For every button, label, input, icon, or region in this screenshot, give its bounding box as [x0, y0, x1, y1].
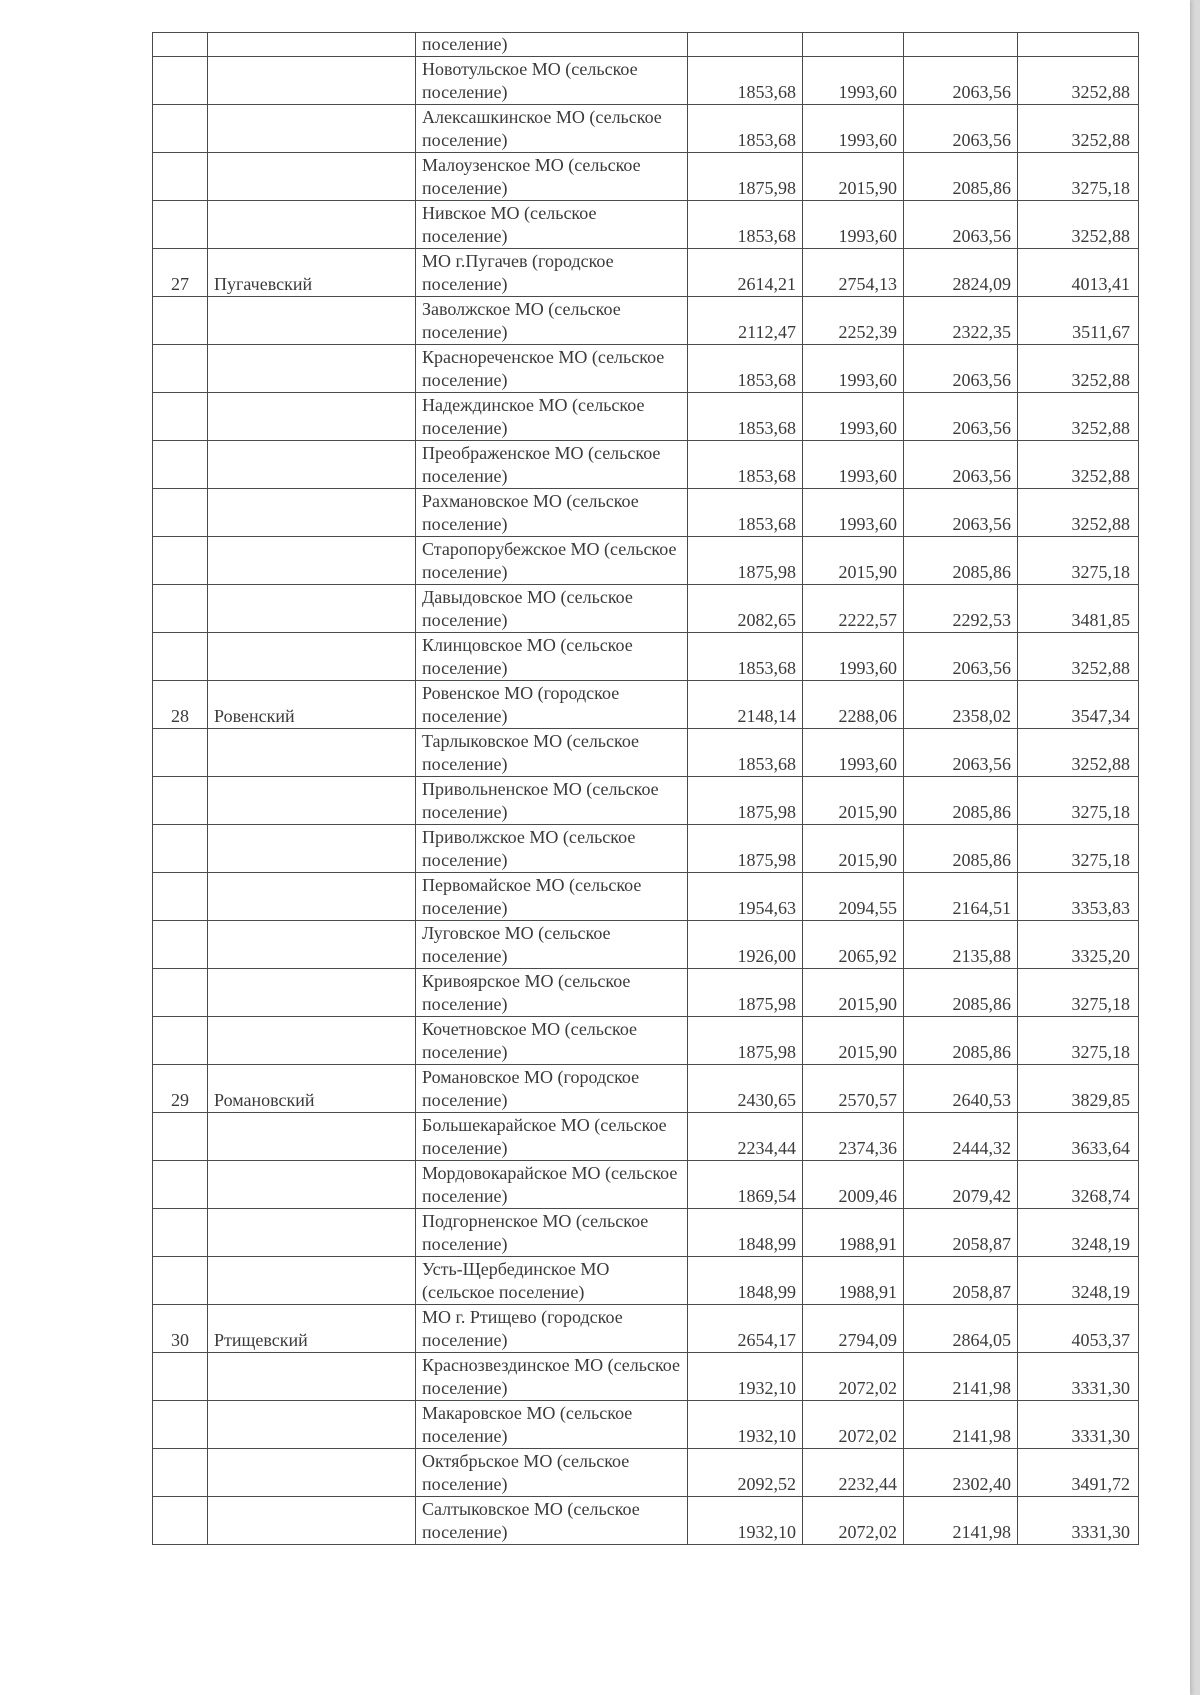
value-col-1: 1853,68 — [688, 393, 803, 441]
municipality-name: Романовское МО (городское поселение) — [416, 1065, 688, 1113]
value-col-4: 3252,88 — [1018, 57, 1139, 105]
value-col-4: 3481,85 — [1018, 585, 1139, 633]
municipality-name: Тарлыковское МО (сельское поселение) — [416, 729, 688, 777]
municipality-name: Краснозвездинское МО (сельское поселение) — [416, 1353, 688, 1401]
value-col-4: 3248,19 — [1018, 1257, 1139, 1305]
value-col-2: 2794,09 — [803, 1305, 904, 1353]
value-col-2: 1988,91 — [803, 1257, 904, 1305]
row-number — [153, 633, 208, 681]
municipality-name: Надеждинское МО (сельское поселение) — [416, 393, 688, 441]
value-col-2: 2232,44 — [803, 1449, 904, 1497]
value-col-3: 2322,35 — [904, 297, 1018, 345]
value-col-3: 2085,86 — [904, 153, 1018, 201]
district-name — [208, 153, 416, 201]
value-col-1: 2148,14 — [688, 681, 803, 729]
table-row — [153, 345, 1139, 393]
row-number — [153, 33, 208, 57]
value-col-1: 2654,17 — [688, 1305, 803, 1353]
row-number — [153, 537, 208, 585]
value-col-3: 2058,87 — [904, 1209, 1018, 1257]
row-number — [153, 1497, 208, 1545]
value-col-3: 2141,98 — [904, 1497, 1018, 1545]
value-col-1: 1954,63 — [688, 873, 803, 921]
row-number — [153, 873, 208, 921]
value-col-1: 1932,10 — [688, 1497, 803, 1545]
value-col-2: 2009,46 — [803, 1161, 904, 1209]
table-row — [153, 1209, 1139, 1257]
value-col-3: 2085,86 — [904, 777, 1018, 825]
district-name: Ровенский — [208, 681, 416, 729]
table-row — [153, 201, 1139, 249]
value-col-4: 3331,30 — [1018, 1401, 1139, 1449]
value-col-1: 1875,98 — [688, 153, 803, 201]
value-col-1: 1869,54 — [688, 1161, 803, 1209]
value-col-4: 3252,88 — [1018, 393, 1139, 441]
value-col-3: 2058,87 — [904, 1257, 1018, 1305]
value-col-3 — [904, 33, 1018, 57]
value-col-2: 2252,39 — [803, 297, 904, 345]
value-col-2: 1993,60 — [803, 729, 904, 777]
municipality-name: Рахмановское МО (сельское поселение) — [416, 489, 688, 537]
table-row — [153, 1305, 1139, 1353]
district-name — [208, 537, 416, 585]
table-row — [153, 57, 1139, 105]
municipality-name: Большекарайское МО (сельское поселение) — [416, 1113, 688, 1161]
municipality-name: Приволжское МО (сельское поселение) — [416, 825, 688, 873]
municipality-name: Луговское МО (сельское поселение) — [416, 921, 688, 969]
value-col-1: 1853,68 — [688, 57, 803, 105]
district-name — [208, 345, 416, 393]
municipality-name: Ровенское МО (городское поселение) — [416, 681, 688, 729]
district-name — [208, 489, 416, 537]
row-number — [153, 1209, 208, 1257]
district-name — [208, 297, 416, 345]
row-number — [153, 345, 208, 393]
value-col-3: 2085,86 — [904, 1017, 1018, 1065]
district-name — [208, 969, 416, 1017]
value-col-1: 1932,10 — [688, 1401, 803, 1449]
value-col-4: 3268,74 — [1018, 1161, 1139, 1209]
value-col-3: 2085,86 — [904, 825, 1018, 873]
table-row — [153, 1113, 1139, 1161]
value-col-3: 2085,86 — [904, 969, 1018, 1017]
value-col-3: 2824,09 — [904, 249, 1018, 297]
municipality-name: Макаровское МО (сельское поселение) — [416, 1401, 688, 1449]
municipality-name: Заволжское МО (сельское поселение) — [416, 297, 688, 345]
value-col-3: 2358,02 — [904, 681, 1018, 729]
value-col-3: 2063,56 — [904, 489, 1018, 537]
district-name: Ртищевский — [208, 1305, 416, 1353]
row-number: 27 — [153, 249, 208, 297]
district-name — [208, 1161, 416, 1209]
row-number — [153, 201, 208, 249]
district-name — [208, 729, 416, 777]
row-number — [153, 921, 208, 969]
value-col-3: 2444,32 — [904, 1113, 1018, 1161]
row-number — [153, 585, 208, 633]
value-col-2: 1993,60 — [803, 105, 904, 153]
district-name — [208, 33, 416, 57]
value-col-4: 3252,88 — [1018, 201, 1139, 249]
value-col-2: 2015,90 — [803, 777, 904, 825]
row-number — [153, 489, 208, 537]
value-col-3: 2864,05 — [904, 1305, 1018, 1353]
value-col-3: 2063,56 — [904, 105, 1018, 153]
municipality-name: Кочетновское МО (сельское поселение) — [416, 1017, 688, 1065]
row-number — [153, 153, 208, 201]
municipality-name: Мордовокарайское МО (сельское поселение) — [416, 1161, 688, 1209]
municipality-name: Подгорненское МО (сельское поселение) — [416, 1209, 688, 1257]
row-number — [153, 1401, 208, 1449]
district-name — [208, 585, 416, 633]
table-row — [153, 249, 1139, 297]
row-number — [153, 777, 208, 825]
row-number — [153, 1113, 208, 1161]
row-number — [153, 969, 208, 1017]
value-col-4: 3248,19 — [1018, 1209, 1139, 1257]
value-col-3: 2141,98 — [904, 1401, 1018, 1449]
value-col-2: 1993,60 — [803, 489, 904, 537]
row-number: 29 — [153, 1065, 208, 1113]
value-col-2: 2754,13 — [803, 249, 904, 297]
table-row — [153, 1353, 1139, 1401]
table-row — [153, 1449, 1139, 1497]
table-row — [153, 489, 1139, 537]
table-row — [153, 537, 1139, 585]
table-row — [153, 1401, 1139, 1449]
table-row — [153, 1161, 1139, 1209]
value-col-3: 2085,86 — [904, 537, 1018, 585]
row-number — [153, 441, 208, 489]
value-col-4: 4053,37 — [1018, 1305, 1139, 1353]
table-row — [153, 153, 1139, 201]
value-col-1: 2092,52 — [688, 1449, 803, 1497]
value-col-3: 2063,56 — [904, 633, 1018, 681]
municipality-name: Краснореченское МО (сельское поселение) — [416, 345, 688, 393]
district-name — [208, 1353, 416, 1401]
value-col-2: 2094,55 — [803, 873, 904, 921]
value-col-3: 2063,56 — [904, 393, 1018, 441]
value-col-2: 1993,60 — [803, 345, 904, 393]
value-col-3: 2640,53 — [904, 1065, 1018, 1113]
value-col-2: 2015,90 — [803, 537, 904, 585]
value-col-2: 1993,60 — [803, 441, 904, 489]
value-col-1: 1853,68 — [688, 105, 803, 153]
district-name — [208, 201, 416, 249]
value-col-1: 1848,99 — [688, 1209, 803, 1257]
row-number — [153, 393, 208, 441]
value-col-4: 3829,85 — [1018, 1065, 1139, 1113]
value-col-4: 3491,72 — [1018, 1449, 1139, 1497]
district-name — [208, 1401, 416, 1449]
table-row — [153, 33, 1139, 57]
value-col-2 — [803, 33, 904, 57]
row-number — [153, 57, 208, 105]
district-name — [208, 441, 416, 489]
value-col-1: 1875,98 — [688, 537, 803, 585]
row-number: 30 — [153, 1305, 208, 1353]
municipality-name: Давыдовское МО (сельское поселение) — [416, 585, 688, 633]
table-body — [153, 33, 1139, 1545]
row-number — [153, 297, 208, 345]
table-row — [153, 969, 1139, 1017]
value-col-4: 3331,30 — [1018, 1353, 1139, 1401]
value-col-4: 3633,64 — [1018, 1113, 1139, 1161]
value-col-4: 3252,88 — [1018, 441, 1139, 489]
table-row — [153, 681, 1139, 729]
value-col-4: 3511,67 — [1018, 297, 1139, 345]
table-row — [153, 393, 1139, 441]
table-row — [153, 1497, 1139, 1545]
value-col-2: 2015,90 — [803, 969, 904, 1017]
table-row — [153, 1065, 1139, 1113]
value-col-1: 1853,68 — [688, 729, 803, 777]
municipality-name: Клинцовское МО (сельское поселение) — [416, 633, 688, 681]
value-col-2: 2015,90 — [803, 153, 904, 201]
value-col-4: 3252,88 — [1018, 633, 1139, 681]
value-col-2: 1993,60 — [803, 633, 904, 681]
value-col-3: 2141,98 — [904, 1353, 1018, 1401]
municipality-name: МО г.Пугачев (городское поселение) — [416, 249, 688, 297]
value-col-4: 3331,30 — [1018, 1497, 1139, 1545]
row-number — [153, 1353, 208, 1401]
value-col-1: 1875,98 — [688, 969, 803, 1017]
value-col-1: 1848,99 — [688, 1257, 803, 1305]
table-row — [153, 921, 1139, 969]
municipality-name: Нивское МО (сельское поселение) — [416, 201, 688, 249]
district-name: Романовский — [208, 1065, 416, 1113]
district-name — [208, 825, 416, 873]
value-col-1: 2112,47 — [688, 297, 803, 345]
district-name — [208, 1497, 416, 1545]
value-col-1: 1932,10 — [688, 1353, 803, 1401]
row-number — [153, 1449, 208, 1497]
value-col-2: 2072,02 — [803, 1401, 904, 1449]
table-row — [153, 585, 1139, 633]
value-col-4: 3275,18 — [1018, 537, 1139, 585]
municipality-name: Первомайское МО (сельское поселение) — [416, 873, 688, 921]
municipality-name: Кривоярское МО (сельское поселение) — [416, 969, 688, 1017]
district-name — [208, 105, 416, 153]
value-col-1: 1875,98 — [688, 825, 803, 873]
value-col-1: 1875,98 — [688, 777, 803, 825]
district-name — [208, 921, 416, 969]
district-name — [208, 1257, 416, 1305]
district-name — [208, 873, 416, 921]
value-col-2: 2374,36 — [803, 1113, 904, 1161]
table-row — [153, 729, 1139, 777]
value-col-4: 3252,88 — [1018, 105, 1139, 153]
value-col-2: 2072,02 — [803, 1497, 904, 1545]
value-col-3: 2063,56 — [904, 57, 1018, 105]
table-row — [153, 105, 1139, 153]
value-col-4: 3275,18 — [1018, 153, 1139, 201]
value-col-2: 2570,57 — [803, 1065, 904, 1113]
value-col-2: 2015,90 — [803, 825, 904, 873]
value-col-3: 2063,56 — [904, 345, 1018, 393]
value-col-2: 2288,06 — [803, 681, 904, 729]
district-name — [208, 633, 416, 681]
row-number — [153, 1257, 208, 1305]
value-col-3: 2063,56 — [904, 201, 1018, 249]
municipality-name: Новотульское МО (сельское поселение) — [416, 57, 688, 105]
value-col-1: 1853,68 — [688, 441, 803, 489]
municipality-name: Усть-Щербединское МО (сельское поселение) — [416, 1257, 688, 1305]
value-col-1: 1853,68 — [688, 201, 803, 249]
value-col-4: 3275,18 — [1018, 1017, 1139, 1065]
table-row — [153, 825, 1139, 873]
value-col-4: 3275,18 — [1018, 777, 1139, 825]
value-col-4: 3547,34 — [1018, 681, 1139, 729]
value-col-4: 3275,18 — [1018, 969, 1139, 1017]
value-col-3: 2302,40 — [904, 1449, 1018, 1497]
table-row — [153, 873, 1139, 921]
row-number — [153, 105, 208, 153]
row-number — [153, 1161, 208, 1209]
municipality-name: МО г. Ртищево (городское поселение) — [416, 1305, 688, 1353]
row-number: 28 — [153, 681, 208, 729]
row-number — [153, 729, 208, 777]
district-name — [208, 1017, 416, 1065]
district-name — [208, 1113, 416, 1161]
value-col-4: 3275,18 — [1018, 825, 1139, 873]
district-name — [208, 57, 416, 105]
value-col-4 — [1018, 33, 1139, 57]
value-col-4: 3252,88 — [1018, 489, 1139, 537]
table-row — [153, 297, 1139, 345]
district-name: Пугачевский — [208, 249, 416, 297]
municipality-name: поселение) — [416, 33, 688, 57]
value-col-1: 1853,68 — [688, 633, 803, 681]
value-col-1: 1853,68 — [688, 489, 803, 537]
municipality-name: Преображенское МО (сельское поселение) — [416, 441, 688, 489]
value-col-2: 1993,60 — [803, 393, 904, 441]
value-col-2: 2015,90 — [803, 1017, 904, 1065]
value-col-2: 2072,02 — [803, 1353, 904, 1401]
value-col-3: 2063,56 — [904, 729, 1018, 777]
district-name — [208, 1209, 416, 1257]
municipality-name: Старопорубежское МО (сельское поселение) — [416, 537, 688, 585]
value-col-2: 2222,57 — [803, 585, 904, 633]
value-col-4: 3252,88 — [1018, 345, 1139, 393]
table-row — [153, 777, 1139, 825]
value-col-1: 2430,65 — [688, 1065, 803, 1113]
municipality-name: Салтыковское МО (сельское поселение) — [416, 1497, 688, 1545]
district-name — [208, 393, 416, 441]
value-col-4: 3325,20 — [1018, 921, 1139, 969]
municipality-name: Малоузенское МО (сельское поселение) — [416, 153, 688, 201]
municipality-name: Привольненское МО (сельское поселение) — [416, 777, 688, 825]
value-col-2: 1988,91 — [803, 1209, 904, 1257]
table-row — [153, 1017, 1139, 1065]
table-row — [153, 1257, 1139, 1305]
value-col-1: 1926,00 — [688, 921, 803, 969]
table-row — [153, 441, 1139, 489]
value-col-2: 2065,92 — [803, 921, 904, 969]
district-name — [208, 777, 416, 825]
value-col-2: 1993,60 — [803, 57, 904, 105]
value-col-3: 2164,51 — [904, 873, 1018, 921]
value-col-3: 2063,56 — [904, 441, 1018, 489]
value-col-1: 2614,21 — [688, 249, 803, 297]
value-col-4: 3252,88 — [1018, 729, 1139, 777]
table-row — [153, 633, 1139, 681]
value-col-1: 1853,68 — [688, 345, 803, 393]
municipality-name: Алексашкинское МО (сельское поселение) — [416, 105, 688, 153]
value-col-1 — [688, 33, 803, 57]
value-col-4: 3353,83 — [1018, 873, 1139, 921]
row-number — [153, 1017, 208, 1065]
district-name — [208, 1449, 416, 1497]
value-col-3: 2292,53 — [904, 585, 1018, 633]
value-col-3: 2079,42 — [904, 1161, 1018, 1209]
value-col-2: 1993,60 — [803, 201, 904, 249]
tariff-table — [152, 32, 1139, 1545]
value-col-1: 2082,65 — [688, 585, 803, 633]
municipality-name: Октябрьское МО (сельское поселение) — [416, 1449, 688, 1497]
value-col-1: 2234,44 — [688, 1113, 803, 1161]
row-number — [153, 825, 208, 873]
value-col-4: 4013,41 — [1018, 249, 1139, 297]
value-col-1: 1875,98 — [688, 1017, 803, 1065]
value-col-3: 2135,88 — [904, 921, 1018, 969]
